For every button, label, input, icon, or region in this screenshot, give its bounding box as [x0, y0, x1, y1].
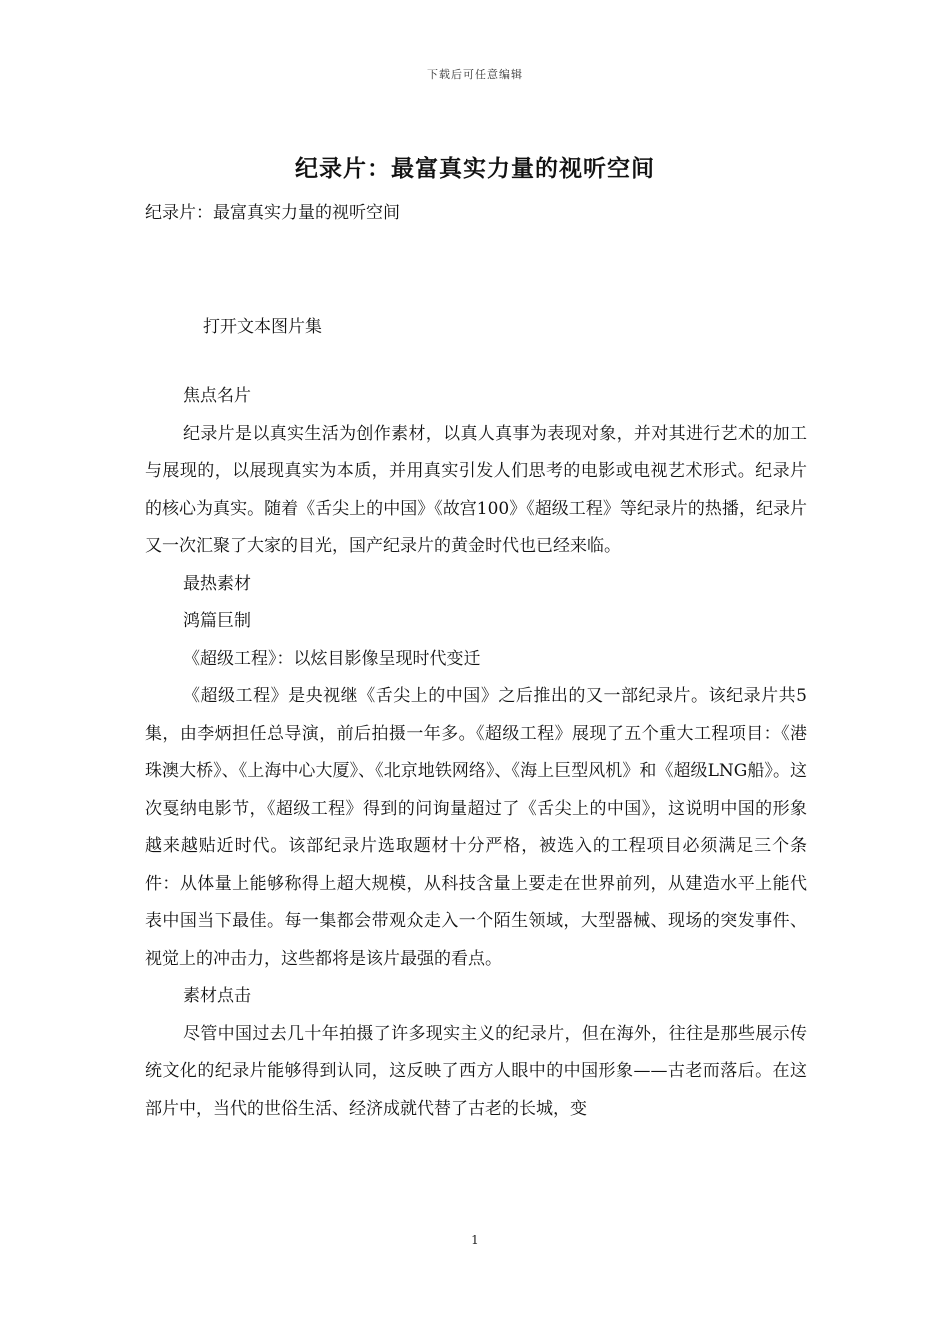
super-project-paragraph: 《超级工程》是央视继《舌尖上的中国》之后推出的又一部纪录片。该纪录片共5集，由李炳担任总导演，前后拍摄一年多。《超级工程》展现了五个重大工程项目：《港珠澳大桥》、《上海中心大厦》、《北京地铁网络》、《海上巨型风机》和《超级LNG船》。这次戛纳电影节，《超级工程》得到的问询量超过了《舌尖上的中国》，这说明中国的形象越来越贴近时代。该部纪录片选取题材十分严格，被选入的工程项目必须满足三个条件：从体量上能够称得上超大规模，从科技含量上要走在世界前列，从建造水平上能代表中国当下最佳。每一集都会带观众走入一个陌生领域，大型器械、现场的突发事件、视觉上的冲击力，这些都将是该片最强的看点。 [145, 686, 807, 969]
spacer [145, 230, 807, 310]
intro-paragraph: 纪录片是以真实生活为创作素材，以真人真事为表现对象，并对其进行艺术的加工与展现的，以展现真实为本质，并用真实引发人们思考的电影或电视艺术形式。纪录片的核心为真实。随着《舌尖上的中国》《故宫100》《超级工程》等纪录片的热播，纪录片又一次汇聚了大家的目光，国产纪录片的黄金时代也已经来临。 [145, 423, 807, 556]
page-number: 1 [471, 1233, 479, 1247]
document-body [145, 196, 807, 1128]
section-heading-comment: 素材点击 [183, 986, 251, 1006]
open-gallery-link[interactable]: 打开文本图片集 [203, 317, 322, 337]
section-heading-epic: 鸿篇巨制 [183, 611, 251, 631]
page-header-note: 下载后可任意编辑 [427, 68, 523, 81]
comment-paragraph: 尽管中国过去几十年拍摄了许多现实主义的纪录片，但在海外，往往是那些展示传统文化的纪录片能够得到认同，这反映了西方人眼中的中国形象——古老而落后。在这部片中，当代的世俗生活、经济成就代替了古老的长城，变 [145, 1023, 807, 1119]
document-title: 纪录片：最富真实力量的视听空间 [295, 155, 655, 182]
spacer [145, 344, 807, 378]
section-heading-focus: 焦点名片 [183, 386, 251, 406]
section-heading-super-project: 《超级工程》：以炫目影像呈现时代变迁 [183, 648, 481, 669]
document-subtitle: 纪录片：最富真实力量的视听空间 [145, 203, 400, 223]
section-heading-hot: 最热素材 [183, 573, 251, 594]
